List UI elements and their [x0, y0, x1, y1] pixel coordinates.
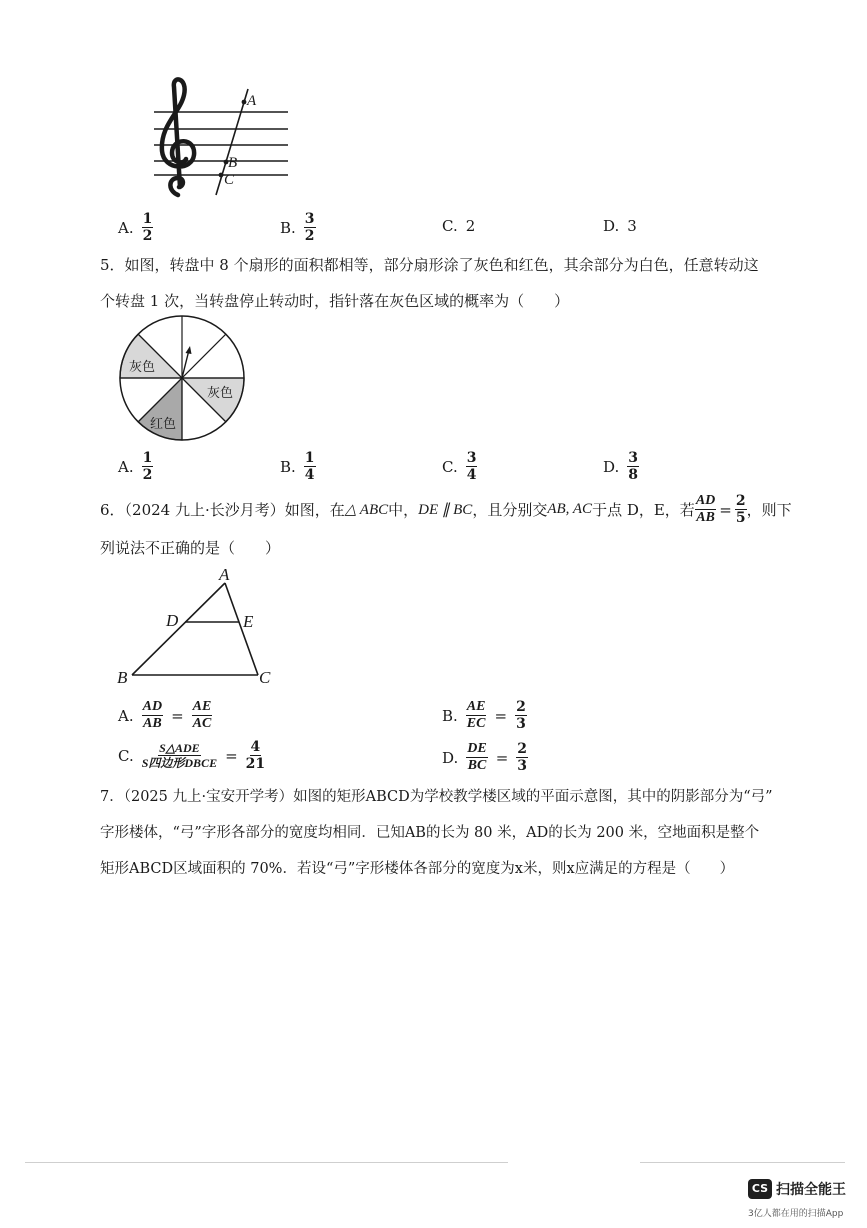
point-label-a: A	[247, 93, 257, 109]
question-line: 矩形ABCD区域面积的 70%．若设“弓”字形楼体各部分的宽度为x米，则x应满足的方程是（ ）	[100, 861, 735, 877]
option-letter: B.	[280, 457, 296, 476]
question-7-text	[100, 779, 790, 887]
vertex-label-d: D	[166, 611, 179, 630]
question-line: 个转盘 1 次，当转盘停止转动时，指针落在灰色区域的概率为（ ）	[100, 292, 570, 310]
option-letter: D.	[603, 457, 620, 476]
q5-option-d[interactable]	[603, 451, 639, 482]
footer-divider-right	[640, 1162, 845, 1163]
q5-option-c[interactable]	[442, 451, 477, 482]
watermark-name: 扫描全能王	[776, 1182, 846, 1198]
option-letter: C.	[442, 217, 458, 235]
option-letter: A.	[118, 218, 134, 237]
vertex-label-e: E	[243, 612, 254, 631]
watermark-tagline: 3亿人都在用的扫描App	[748, 1209, 844, 1219]
q6-option-a[interactable]: A. $\frac{AD}{AB}$ = $\frac{AE}{AC}$	[118, 699, 212, 731]
question-5-text	[100, 247, 790, 319]
option-fraction: $\frac{1}{2}$	[142, 211, 153, 244]
q4-option-d[interactable]	[603, 217, 637, 235]
point-label-b: B	[228, 155, 238, 171]
question-line: 7．（2025 九上·宝安开学考）如图的矩形ABCD为学校教学楼区域的平面示意图，其中的阴影部分为“弓”	[100, 789, 773, 805]
q4-option-a[interactable]	[118, 212, 153, 243]
option-value: 2	[465, 217, 476, 235]
vertex-label-b: B	[117, 668, 128, 687]
q4-option-c[interactable]	[442, 217, 475, 235]
q6-option-b[interactable]: B. $\frac{AE}{EC}$ = $\frac{2}{3}$	[442, 699, 526, 732]
option-fraction: $\frac{1}{2}$	[142, 450, 153, 483]
wheel-label-red: 红色	[150, 417, 177, 432]
q6-option-d[interactable]: D. $\frac{DE}{BC}$ = $\frac{2}{3}$	[442, 741, 528, 774]
vertex-label-c: C	[259, 668, 271, 687]
option-fraction: $\frac{3}{2}$	[304, 211, 315, 244]
point-label-c: C	[224, 172, 235, 188]
wheel-label-gray-right: 灰色	[207, 386, 234, 401]
option-fraction: $\frac{3}{8}$	[628, 450, 639, 483]
triangle-figure	[118, 565, 278, 690]
footer-divider-left	[25, 1162, 508, 1163]
option-fraction: $\frac{3}{4}$	[466, 450, 477, 483]
option-value: 3	[627, 217, 637, 235]
question-6-line1: 6．（2024 九上·长沙月考）如图，在 △ ABC 中， DE ∥ BC ，且分别交 AB, AC 于点 D，E，若 $\frac{AD}{AB}$ = $\frac{2}{5}$ ，则下	[100, 493, 792, 526]
option-letter: B.	[280, 218, 296, 237]
question-6-line2: 列说法不正确的是（ ）	[100, 539, 281, 557]
question-line: 5．如图，转盘中 8 个扇形的面积都相等，部分扇形涂了灰色和红色，其余部分为白色，任意转动这	[100, 256, 759, 274]
q4-option-b[interactable]	[280, 212, 316, 243]
q5-option-b[interactable]	[280, 451, 316, 482]
cs-logo-icon: CS	[748, 1179, 772, 1199]
q6-option-c[interactable]: C. $\frac{\text{S△ADE}}{\text{S四边形DBCE}}$ = $\frac{4}{21}$	[118, 739, 266, 772]
option-letter: A.	[118, 457, 134, 476]
option-letter: D.	[603, 217, 620, 235]
option-fraction: $\frac{1}{4}$	[304, 450, 315, 483]
question-line: 字形楼体，“弓”字形各部分的宽度均相同．已知AB的长为 80 米，AD的长为 200 米，空地面积是整个	[100, 825, 760, 841]
q5-option-a[interactable]	[118, 451, 153, 482]
wheel-label-gray-left: 灰色	[129, 360, 156, 375]
vertex-label-a: A	[219, 565, 230, 584]
option-letter: C.	[442, 457, 458, 476]
spinner-wheel-figure	[116, 313, 248, 443]
scanner-watermark	[748, 1177, 860, 1221]
